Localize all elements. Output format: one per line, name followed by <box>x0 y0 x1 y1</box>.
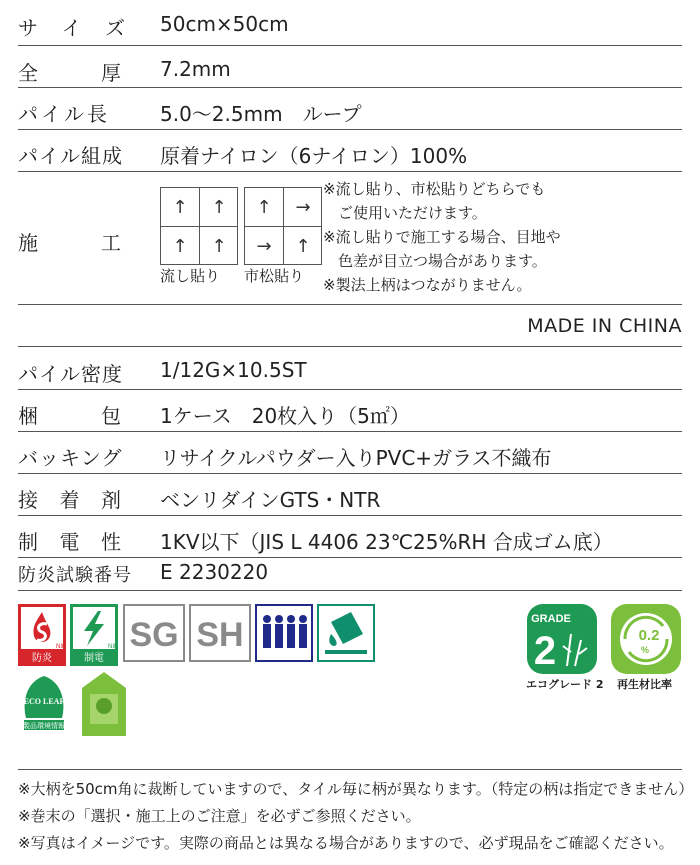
spec-label-char: 全 <box>18 61 39 85</box>
spec-label <box>18 526 122 555</box>
spec-label-char: 制 <box>18 530 39 554</box>
spec-label <box>18 400 122 429</box>
leaf-icon <box>96 698 112 714</box>
recycled-ratio-caption: 再生材比率 <box>617 678 672 691</box>
nif-mark: NIF <box>56 644 66 650</box>
straight-laying-diagram <box>160 187 238 265</box>
spec-value: 1ケース 20枚入り（5㎡） <box>160 404 410 428</box>
spec-label: パイル密度 <box>18 362 123 386</box>
green-purchase-badge <box>78 670 130 738</box>
arrow-right-icon: → <box>295 196 311 218</box>
construction-note: ※流し貼りで施工する場合、目地や <box>323 228 561 246</box>
sg-mark-badge <box>123 604 185 662</box>
spec-row-adhesive <box>18 473 682 516</box>
spec-label <box>18 227 122 256</box>
water-mark-badge <box>317 604 375 662</box>
arrow-up-icon: ↑ <box>211 235 227 257</box>
spec-label-char: 施 <box>18 231 39 255</box>
eco-leaf-text: ECO LEAF <box>23 697 65 706</box>
construction-note: 色差が目立つ場合があります。 <box>323 252 547 270</box>
spec-value: E 2230220 <box>160 560 269 584</box>
arrow-up-icon: ↑ <box>295 235 311 257</box>
spec-value: 1KV以下（JIS L 4406 23℃25%RH 合成ゴム底） <box>160 530 613 554</box>
straight-laying-caption: 流し貼り <box>160 267 221 285</box>
person-head <box>275 615 283 623</box>
checkerboard-laying-diagram <box>244 187 322 265</box>
spec-row-construction <box>18 171 682 305</box>
construction-note: ご使用いただけます。 <box>323 204 487 222</box>
eco-grade-badge <box>527 604 597 674</box>
spec-value: 50cm×50cm <box>160 12 289 36</box>
antistatic-badge <box>70 604 118 666</box>
footer-note: ※巻末の「選択・施工上のご注意」を必ずご参照ください。 <box>18 807 421 825</box>
spec-label-char: 剤 <box>101 488 122 512</box>
footer-divider <box>18 769 682 770</box>
spec-row-size <box>18 0 682 46</box>
floor-line <box>325 650 367 654</box>
spec-label-char: 工 <box>101 231 122 255</box>
person-body <box>299 624 307 648</box>
arrow-up-icon: ↑ <box>211 196 227 218</box>
arrow-up-icon: ↑ <box>172 235 188 257</box>
spec-row-pile-length <box>18 87 682 130</box>
sh-mark-text: SH <box>196 616 244 654</box>
checkerboard-laying-caption: 市松貼り <box>244 267 305 285</box>
spec-value: 5.0〜2.5mm ループ <box>160 102 362 126</box>
spec-label-char: 梱 <box>18 404 39 428</box>
eco-grade-caption: エコグレード 2 <box>526 678 604 691</box>
spec-value: ベンリダインGTS・NTR <box>160 488 381 512</box>
footer-note: ※写真はイメージです。実際の商品とは異なる場合がありますので、必ず現品をご確認ください。 <box>18 834 674 852</box>
construction-note: ※流し貼り、市松貼りどちらでも <box>323 180 546 198</box>
spec-row-backing <box>18 431 682 474</box>
spec-label <box>18 484 122 513</box>
spec-row-antistatic <box>18 515 682 558</box>
spec-row-pile-composition <box>18 129 682 172</box>
person-body <box>275 624 283 648</box>
footer-note: ※大柄を50cm角に裁断していますので、タイル毎に柄が異なります。（特定の柄は指定できません） <box>18 780 694 798</box>
spec-label-char: イ <box>61 16 83 40</box>
spec-row-packing <box>18 389 682 432</box>
grid-divider <box>161 226 237 227</box>
people-mark-badge <box>255 604 313 662</box>
grade-value: 2 <box>533 629 557 673</box>
sh-mark-badge <box>189 604 251 662</box>
spec-row-thickness <box>18 45 682 88</box>
person-body <box>287 624 295 648</box>
arrow-up-icon: ↑ <box>172 196 188 218</box>
spec-label-char: 厚 <box>101 61 122 85</box>
recycled-ratio-badge <box>611 604 681 674</box>
eco-leaf-badge <box>18 672 70 738</box>
grid-divider <box>245 226 321 227</box>
grade-label: GRADE <box>531 613 571 625</box>
antistatic-text: 制電 <box>84 653 104 664</box>
arrow-right-icon: → <box>256 235 272 257</box>
construction-note: ※製法上柄はつながりません。 <box>323 276 532 294</box>
spec-label-char: 包 <box>101 404 122 428</box>
person-head <box>287 615 295 623</box>
sg-mark-text: SG <box>129 616 179 654</box>
person-head <box>299 615 307 623</box>
spec-label <box>18 12 126 41</box>
person-head <box>263 615 271 623</box>
spec-label-char: 性 <box>101 530 122 554</box>
fire-retardant-badge <box>18 604 66 666</box>
spec-label-char: 着 <box>59 488 81 512</box>
nif-mark: NIF <box>108 644 118 650</box>
spec-label <box>18 57 122 86</box>
arrow-up-icon: ↑ <box>256 196 272 218</box>
fire-retardant-text: 防炎 <box>32 653 52 664</box>
spec-value: 1/12G×10.5ST <box>160 358 307 382</box>
spec-value: 7.2mm <box>160 57 231 81</box>
spec-label-char: サ <box>18 16 39 40</box>
spec-value: リサイクルパウダー入りPVC+ガラス不織布 <box>160 446 552 470</box>
spec-row-pile-density <box>18 346 682 390</box>
spec-label: 防炎試験番号 <box>18 565 132 586</box>
spec-label: パイル長 <box>18 102 110 126</box>
spec-value: 原着ナイロン（6ナイロン）100% <box>160 144 468 168</box>
eco-leaf-subtext: 製品環境情報 <box>23 722 65 730</box>
recycled-ratio-unit: % <box>640 645 650 655</box>
spec-row-fire-test-number <box>18 557 682 591</box>
spec-label: パイル組成 <box>18 144 123 168</box>
made-in-label: MADE IN CHINA <box>527 315 682 337</box>
spec-label-char: 接 <box>18 488 39 512</box>
spec-label: バッキング <box>18 446 123 470</box>
spec-label-char: 電 <box>59 530 81 554</box>
recycled-ratio-value: 0.2 <box>638 627 660 644</box>
person-body <box>263 624 271 648</box>
spec-label-char: ズ <box>105 16 126 40</box>
